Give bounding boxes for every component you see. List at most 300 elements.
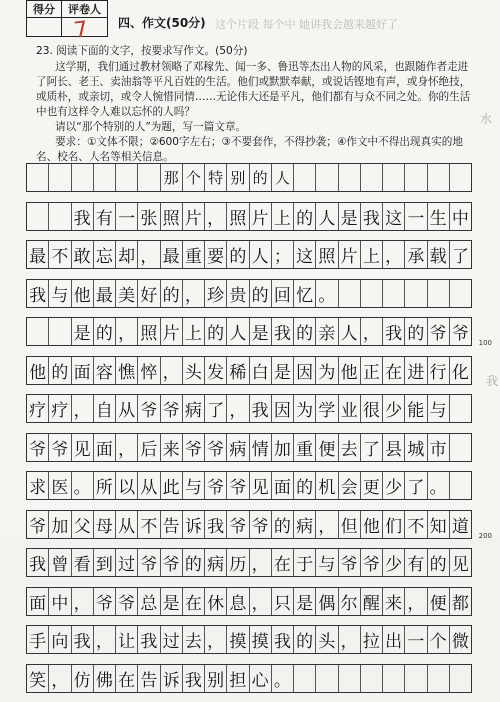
grid-cell: 我	[383, 318, 405, 345]
word-count-marker: 100	[479, 339, 492, 347]
grid-line	[26, 510, 472, 539]
grid-cell: ，	[250, 549, 272, 576]
grid-cell: 亲	[316, 318, 338, 345]
grid-cell: 。	[272, 665, 294, 692]
grid-cell	[450, 434, 471, 461]
grid-cell: 人	[250, 241, 272, 268]
grid-cell: 与	[183, 472, 205, 499]
grid-cell: 白	[250, 357, 272, 384]
score-label: 得分	[27, 1, 62, 18]
grid-cell: 去	[183, 626, 205, 653]
grid-cell: 化	[450, 357, 471, 384]
grid-cell: 的	[428, 549, 450, 576]
grid-row	[26, 279, 472, 318]
grid-cell: 此	[161, 472, 183, 499]
grid-cell: 我	[27, 549, 49, 576]
grid-cell: 照	[316, 241, 338, 268]
grid-cell: 我	[183, 665, 205, 692]
grid-cell: 尔	[339, 588, 361, 615]
grid-line	[26, 240, 472, 269]
grid-cell: 只	[272, 588, 294, 615]
grid-cell: 回	[272, 280, 294, 307]
handwritten-score: 7	[72, 17, 89, 44]
grid-cell: 的	[205, 318, 227, 345]
grid-cell: 稀	[227, 357, 249, 384]
grid-cell: 在	[116, 665, 138, 692]
grid-cell: 业	[339, 395, 361, 422]
grid-cell: 爷	[138, 395, 160, 422]
grid-cell: 因	[272, 395, 294, 422]
grid-line	[26, 317, 472, 346]
grid-cell: 病	[183, 395, 205, 422]
grid-cell: 这	[294, 241, 316, 268]
grid-cell: ，	[94, 626, 116, 653]
grid-line	[26, 664, 472, 693]
grid-cell: 爷	[138, 549, 160, 576]
grid-cell: ，	[116, 434, 138, 461]
grid-cell: 面	[272, 472, 294, 499]
grid-cell: 片	[161, 318, 183, 345]
grid-cell: 很	[361, 395, 383, 422]
grid-cell: 便	[428, 588, 450, 615]
grid-cell: 载	[428, 241, 450, 268]
grid-cell: ，	[227, 395, 249, 422]
grid-line	[26, 548, 472, 577]
grid-cell: 医	[49, 472, 71, 499]
grid-cell: 面	[94, 434, 116, 461]
grid-cell: 一	[405, 626, 427, 653]
grid-cell: 病	[205, 549, 227, 576]
grid-cell: 便	[316, 434, 338, 461]
grid-cell: 从	[138, 472, 160, 499]
grid-cell: 是	[272, 357, 294, 384]
grid-line	[26, 394, 472, 423]
grid-cell: 头	[183, 357, 205, 384]
grid-cell: ，	[316, 511, 338, 538]
grid-cell	[339, 280, 361, 307]
grid-cell: 爷	[161, 395, 183, 422]
grid-cell: 爷	[428, 318, 450, 345]
grid-cell	[450, 665, 471, 692]
grid-cell: 来	[161, 434, 183, 461]
grid-cell: 都	[450, 588, 471, 615]
grid-cell: 我	[272, 626, 294, 653]
grid-cell: 人	[227, 318, 249, 345]
question-heading: 23. 阅读下面的文字，按要求写作文。(50分)	[36, 44, 476, 59]
grid-cell: 好	[138, 280, 160, 307]
grid-cell: ，	[72, 395, 94, 422]
grid-cell: 与	[428, 395, 450, 422]
grid-cell: 在	[183, 588, 205, 615]
grid-cell: 会	[339, 472, 361, 499]
grid-cell: 告	[138, 665, 160, 692]
grid-cell: 母	[94, 511, 116, 538]
grid-cell: 担	[227, 665, 249, 692]
grid-cell: 了	[205, 395, 227, 422]
grid-cell: 爷	[250, 511, 272, 538]
grid-cell	[294, 164, 316, 191]
grid-cell: 以	[116, 472, 138, 499]
grid-cell: ，	[116, 318, 138, 345]
grid-cell: 是	[339, 203, 361, 230]
grid-cell: 忆	[294, 280, 316, 307]
grid-line	[26, 625, 472, 654]
grid-cell: 微	[450, 626, 471, 653]
grid-cell	[405, 665, 427, 692]
grid-cell: 张	[138, 203, 160, 230]
grid-cell: 人	[316, 203, 338, 230]
grid-cell: 仿	[72, 665, 94, 692]
grid-cell: 那	[161, 164, 183, 191]
grid-cell	[428, 280, 450, 307]
score-box	[26, 0, 108, 37]
grid-cell	[383, 665, 405, 692]
grid-cell: 的	[294, 203, 316, 230]
grid-cell: 爷	[49, 434, 71, 461]
grid-cell: 爷	[161, 549, 183, 576]
grid-line	[26, 587, 472, 616]
grid-cell: ，	[339, 626, 361, 653]
grid-row	[26, 317, 472, 356]
grid-cell: ，	[138, 241, 160, 268]
grid-cell: 少	[383, 549, 405, 576]
grid-cell: 加	[49, 511, 71, 538]
grid-cell: 我	[72, 203, 94, 230]
grid-cell: 出	[383, 626, 405, 653]
margin-mark: 我	[486, 372, 498, 389]
grid-cell: 我	[138, 626, 160, 653]
grid-cell: 中	[450, 203, 471, 230]
grid-cell: 到	[94, 549, 116, 576]
grid-cell: 正	[361, 357, 383, 384]
grid-cell: 的	[183, 549, 205, 576]
grid-cell: 进	[405, 357, 427, 384]
grid-row	[26, 548, 472, 587]
grid-cell: 了	[361, 434, 383, 461]
grid-cell: 病	[294, 511, 316, 538]
grid-cell: 这	[383, 203, 405, 230]
grid-cell: 佛	[94, 665, 116, 692]
grid-cell: 片	[339, 241, 361, 268]
grid-cell	[27, 203, 49, 230]
grid-cell: 不	[405, 511, 427, 538]
grid-cell	[361, 164, 383, 191]
grid-cell: ，	[250, 588, 272, 615]
grid-cell: 息	[227, 588, 249, 615]
grid-cell: 忘	[94, 241, 116, 268]
grid-cell: 行	[428, 357, 450, 384]
grid-cell: 我	[27, 280, 49, 307]
grid-cell: 我	[272, 318, 294, 345]
score-cell	[27, 18, 62, 37]
grid-cell: 的	[294, 472, 316, 499]
grid-cell	[49, 203, 71, 230]
grid-cell: 人	[272, 164, 294, 191]
grid-cell: 。	[72, 472, 94, 499]
grid-cell: 照	[161, 203, 183, 230]
grid-cell	[450, 395, 471, 422]
grid-cell: 爷	[205, 472, 227, 499]
grid-cell: 为	[294, 395, 316, 422]
question-passage: 这学期，我们通过教材领略了邓稼先、闻一多、鲁迅等杰出人物的风采，也跟随作者走进了阿长、老王、卖油翁等平凡百姓的生活。他们或默默奉献，或说话铿地有声，或身怀绝技，或质朴，或亲切，或令人惋惜同情……无论伟大还是平凡，他们都有与众不同之处。你的生活中也有这样令人难以忘怀的人吗？	[36, 60, 476, 120]
grid-cell: 珍	[205, 280, 227, 307]
grid-cell: ，	[72, 588, 94, 615]
grid-cell: 片	[183, 203, 205, 230]
grid-cell: 病	[227, 434, 249, 461]
grid-cell	[450, 472, 471, 499]
grid-cell: 过	[116, 549, 138, 576]
grid-line	[26, 163, 472, 192]
margin-mark: 水	[480, 110, 492, 127]
grid-cell: 敢	[72, 241, 94, 268]
grid-cell: 爷	[94, 588, 116, 615]
grid-cell: 因	[294, 357, 316, 384]
grid-cell: 醒	[361, 588, 383, 615]
grid-cell: 最	[161, 241, 183, 268]
grid-cell: 们	[383, 511, 405, 538]
grid-cell	[49, 318, 71, 345]
grid-cell	[428, 665, 450, 692]
grid-cell: 在	[272, 549, 294, 576]
grid-cell: 是	[161, 588, 183, 615]
grid-line	[26, 433, 472, 462]
grid-cell	[138, 164, 160, 191]
grid-cell: 悴	[138, 357, 160, 384]
grid-cell: 爷	[205, 434, 227, 461]
grid-cell: 我	[205, 511, 227, 538]
grid-cell: 一	[405, 203, 427, 230]
grid-cell	[361, 665, 383, 692]
grid-row	[26, 433, 472, 472]
grid-cell: 告	[161, 511, 183, 538]
grid-cell: 自	[94, 395, 116, 422]
grid-cell	[316, 164, 338, 191]
grid-cell: 曾	[49, 549, 71, 576]
grid-line	[26, 202, 472, 231]
grid-cell: 向	[49, 626, 71, 653]
grid-cell: 但	[339, 511, 361, 538]
grid-cell: 上	[361, 241, 383, 268]
grader-label: 评卷人	[62, 1, 108, 18]
grid-cell: ，	[361, 318, 383, 345]
grid-cell: 从	[116, 511, 138, 538]
grid-line	[26, 471, 472, 500]
grid-cell	[428, 164, 450, 191]
grid-cell	[116, 164, 138, 191]
grid-cell: 个	[428, 626, 450, 653]
grid-cell: ，	[49, 665, 71, 692]
grid-cell: 的	[227, 241, 249, 268]
grid-cell: 中	[49, 588, 71, 615]
grid-cell: 头	[316, 626, 338, 653]
grid-cell: 手	[27, 626, 49, 653]
grid-cell: ；	[272, 241, 294, 268]
grid-cell: 道	[450, 511, 471, 538]
grid-cell: 与	[316, 549, 338, 576]
word-count-marker: 200	[479, 532, 492, 540]
grid-cell: 却	[116, 241, 138, 268]
grid-cell: 我	[250, 395, 272, 422]
grid-row	[26, 471, 472, 510]
grid-cell	[294, 665, 316, 692]
grid-cell	[361, 280, 383, 307]
grid-cell: 面	[72, 357, 94, 384]
grid-cell: 发	[205, 357, 227, 384]
grid-cell: 不	[138, 511, 160, 538]
question-instruction: 请以“那个特别的人”为题，写一篇文章。	[36, 120, 476, 135]
grid-cell: 上	[272, 203, 294, 230]
grid-cell	[383, 280, 405, 307]
grid-cell: 我	[361, 203, 383, 230]
grid-cell: 的	[294, 626, 316, 653]
grid-cell: 了	[405, 472, 427, 499]
grid-cell: 的	[405, 318, 427, 345]
grid-cell	[316, 665, 338, 692]
grid-cell: 他	[72, 280, 94, 307]
grid-cell: 笑	[27, 665, 49, 692]
grid-cell: 面	[27, 588, 49, 615]
grid-row	[26, 664, 472, 702]
grid-cell: 要	[205, 241, 227, 268]
grid-cell: 来	[383, 588, 405, 615]
grid-cell: 休	[205, 588, 227, 615]
composition-grid	[26, 163, 472, 702]
grid-cell: 爷	[116, 588, 138, 615]
grid-cell: 在	[383, 357, 405, 384]
grid-cell: 是	[294, 588, 316, 615]
grid-cell: 的	[250, 164, 272, 191]
grid-cell	[405, 280, 427, 307]
grid-cell: 。	[428, 472, 450, 499]
grid-cell: 的	[294, 318, 316, 345]
grid-cell: 。	[316, 280, 338, 307]
grid-cell: 摸	[250, 626, 272, 653]
grid-cell: 我	[72, 626, 94, 653]
grid-cell: 疗	[49, 395, 71, 422]
grid-cell: ，	[205, 203, 227, 230]
grid-cell	[27, 318, 49, 345]
grid-cell: 父	[72, 511, 94, 538]
grid-cell: 人	[339, 318, 361, 345]
grid-cell: ，	[205, 626, 227, 653]
grid-cell: 他	[361, 511, 383, 538]
grid-cell	[339, 164, 361, 191]
grid-cell: 一	[116, 203, 138, 230]
grid-cell: 加	[272, 434, 294, 461]
grid-cell: 知	[428, 511, 450, 538]
grid-cell: 特	[205, 164, 227, 191]
grid-cell: 去	[339, 434, 361, 461]
grid-cell: 爷	[27, 434, 49, 461]
grid-cell: 爷	[227, 511, 249, 538]
grid-cell: 生	[428, 203, 450, 230]
grid-cell: 少	[383, 472, 405, 499]
grid-cell: 憔	[116, 357, 138, 384]
grid-cell: 贵	[227, 280, 249, 307]
grid-cell: 别	[227, 164, 249, 191]
grid-cell: 市	[428, 434, 450, 461]
grid-cell: 片	[250, 203, 272, 230]
grid-cell: 的	[272, 511, 294, 538]
grid-cell	[49, 164, 71, 191]
grid-cell: 的	[161, 280, 183, 307]
grid-row	[26, 356, 472, 395]
grid-cell: 心	[250, 665, 272, 692]
grid-cell: 照	[138, 318, 160, 345]
grid-cell	[339, 665, 361, 692]
grid-cell: 疗	[27, 395, 49, 422]
grid-cell: 的	[94, 318, 116, 345]
grid-row	[26, 587, 472, 626]
essay-title-row	[26, 163, 472, 202]
grid-cell: 不	[49, 241, 71, 268]
section-title: 四、作文(50分)	[118, 14, 206, 31]
grid-cell: 见	[72, 434, 94, 461]
grid-row	[26, 394, 472, 433]
grid-cell: 是	[72, 318, 94, 345]
grid-cell	[383, 164, 405, 191]
grid-cell: 爷	[227, 472, 249, 499]
grid-cell: 情	[250, 434, 272, 461]
grid-cell: 爷	[339, 549, 361, 576]
grid-cell: 看	[72, 549, 94, 576]
grid-cell	[72, 164, 94, 191]
grid-cell: ，	[161, 357, 183, 384]
grid-cell: 见	[250, 472, 272, 499]
grid-cell	[27, 164, 49, 191]
grid-cell: 与	[49, 280, 71, 307]
grid-cell: 少	[383, 395, 405, 422]
grid-cell	[450, 164, 471, 191]
grid-cell: 美	[116, 280, 138, 307]
grid-line	[26, 279, 472, 308]
grid-cell: 重	[294, 434, 316, 461]
grid-cell: 能	[405, 395, 427, 422]
grid-cell: ，	[405, 588, 427, 615]
grid-cell: 爷	[361, 549, 383, 576]
grid-cell: ，	[183, 280, 205, 307]
grid-cell: 总	[138, 588, 160, 615]
grid-cell: 后	[138, 434, 160, 461]
grid-cell: 诉	[161, 665, 183, 692]
grid-cell: 为	[316, 357, 338, 384]
grid-row	[26, 625, 472, 664]
grid-cell: 从	[116, 395, 138, 422]
grid-cell: 有	[405, 549, 427, 576]
grid-cell: 爷	[183, 434, 205, 461]
grid-cell: 最	[27, 241, 49, 268]
grid-cell: 县	[383, 434, 405, 461]
grid-line	[26, 356, 472, 385]
grid-cell: 于	[294, 549, 316, 576]
grid-cell: 学	[316, 395, 338, 422]
grid-cell: 的	[49, 357, 71, 384]
grid-cell: 的	[250, 280, 272, 307]
grid-cell: 更	[361, 472, 383, 499]
grid-cell: 是	[250, 318, 272, 345]
grid-cell: 个	[183, 164, 205, 191]
grid-cell: 爷	[27, 511, 49, 538]
question-requirements: 要求：①文体不限；②600字左右；③不要套作，不得抄袭；④作文中不得出现真实的地名、校名、人名等相关信息。	[36, 135, 476, 165]
grid-cell: 摸	[227, 626, 249, 653]
grid-cell: 见	[450, 549, 471, 576]
grid-cell: 诉	[183, 511, 205, 538]
grid-row	[26, 510, 472, 549]
grid-cell: 他	[27, 357, 49, 384]
grid-cell: 照	[227, 203, 249, 230]
grid-cell: 历	[227, 549, 249, 576]
grid-cell: 上	[183, 318, 205, 345]
